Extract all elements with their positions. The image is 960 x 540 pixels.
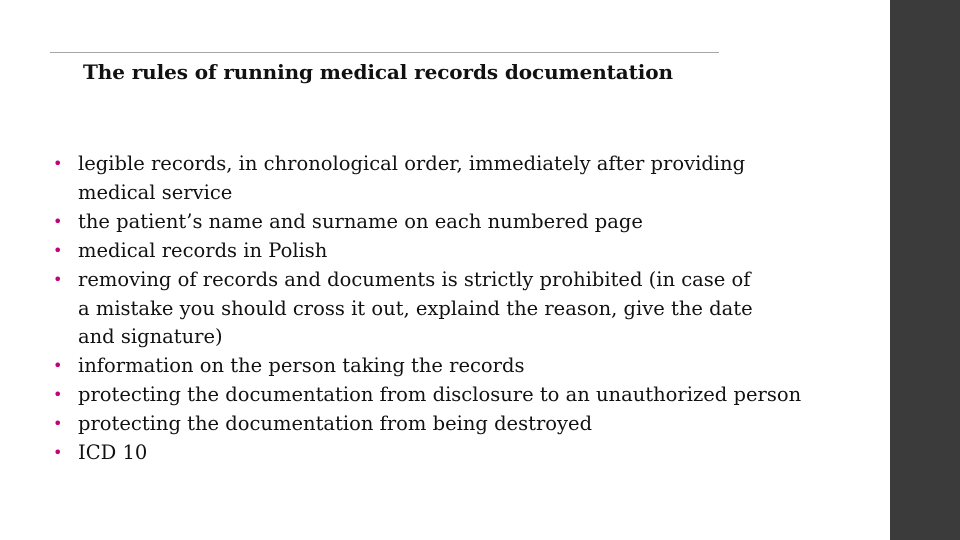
bullet-text: a mistake you should cross it out, explaind the reason, give the date	[78, 296, 753, 320]
bullet-item	[50, 208, 850, 237]
slide-title: The rules of running medical records documentation	[83, 60, 673, 84]
bullet-icon: •	[53, 385, 63, 405]
bullet-text: the patient’s name and surname on each numbered page	[78, 209, 643, 233]
bullet-text: ICD 10	[78, 441, 148, 465]
side-bar	[890, 0, 960, 540]
bullet-text: protecting the documentation from disclosure to an unauthorized person	[78, 383, 802, 407]
bullet-icon: •	[53, 414, 63, 434]
bullet-text: protecting the documentation from being destroyed	[78, 412, 593, 436]
bullet-item	[50, 237, 850, 266]
title-divider	[50, 52, 719, 53]
bullet-icon: •	[53, 211, 63, 231]
bullet-list	[50, 150, 850, 468]
bullet-text: removing of records and documents is strictly prohibited (in case of	[78, 267, 751, 291]
bullet-item	[50, 150, 850, 208]
bullet-text: legible records, in chronological order, immediately after providing	[78, 152, 746, 175]
bullet-item	[50, 266, 850, 353]
bullet-item	[50, 381, 850, 410]
bullet-text: and signature)	[78, 325, 223, 349]
bullet-text: medical records in Polish	[78, 238, 328, 262]
bullet-icon: •	[53, 356, 63, 376]
bullet-icon: •	[53, 240, 63, 260]
bullet-text: medical service	[78, 180, 233, 204]
bullet-text: information on the person taking the records	[78, 354, 525, 378]
bullet-icon: •	[53, 443, 63, 463]
bullet-item	[50, 439, 850, 468]
bullet-icon: •	[53, 154, 63, 173]
bullet-item	[50, 352, 850, 381]
bullet-item	[50, 410, 850, 439]
bullet-icon: •	[53, 269, 63, 289]
